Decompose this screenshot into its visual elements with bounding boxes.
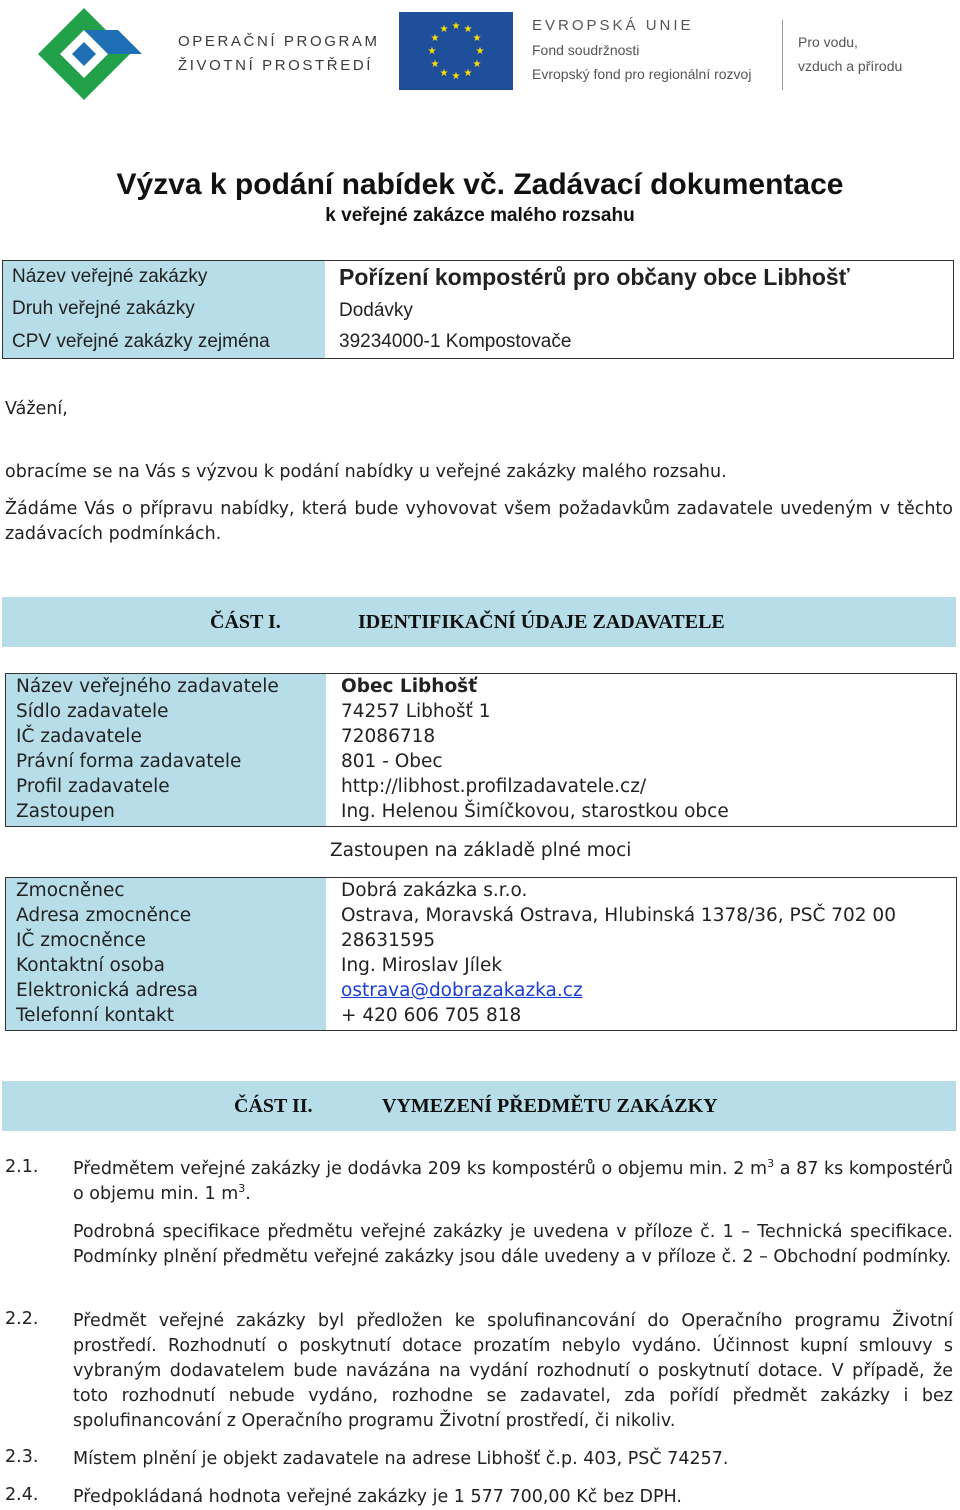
program-name [178, 30, 380, 78]
document-subtitle: k veřejné zakázce malého rozsahu [325, 205, 635, 226]
item-2-1-paragraph-2: Podrobná specifikace předmětu veřejné zakázky je uvedena v příloze č. 1 – Technická specifikace. Podmínky plnění předmětu veřejné zakázky jsou dále uvedeny a v příloze č. 2 – Obchodní podmínky. [73, 1222, 953, 1267]
authority-representative-label: Zastoupen [16, 801, 115, 822]
authority-table [5, 673, 957, 827]
item-2-2-number: 2.2. [5, 1309, 39, 1329]
mandate-note: Zastoupen na základě plné moci [330, 840, 632, 861]
agent-id-value: 28631595 [341, 930, 436, 951]
authority-seat-label: Sídlo zadavatele [16, 701, 169, 722]
svg-text:★: ★ [439, 24, 449, 35]
authority-profile-label: Profil zadavatele [16, 776, 170, 797]
eu-line-2: Fond soudržnosti [532, 42, 640, 58]
item-2-1-text [73, 1157, 953, 1207]
agent-phone-label: Telefonní kontakt [16, 1005, 175, 1026]
authority-profile-value[interactable]: http://libhost.profilzadavatele.cz/ [341, 776, 647, 797]
agent-address-label: Adresa zmocněnce [16, 905, 192, 926]
contract-name-label: Název veřejné zakázky [12, 266, 208, 287]
authority-legal-form-label: Právní forma zadavatele [16, 751, 242, 772]
authority-id-label: IČ zadavatele [16, 726, 142, 747]
eu-line-3: Evropský fond pro regionální rozvoj [532, 66, 752, 82]
contract-type-value: Dodávky [339, 300, 413, 321]
agent-phone-value: + 420 606 705 818 [341, 1005, 522, 1026]
contract-type-label: Druh veřejné zakázky [12, 298, 195, 319]
opzp-logo [38, 8, 158, 100]
authority-seat-value: 74257 Libhošť 1 [341, 701, 491, 722]
svg-text:★: ★ [463, 68, 473, 79]
item-2-1-sup-1: 3 [767, 1157, 775, 1171]
svg-text:★: ★ [439, 68, 449, 79]
svg-text:★: ★ [472, 33, 482, 44]
svg-text:★: ★ [451, 71, 461, 82]
item-2-3-number: 2.3. [5, 1447, 39, 1467]
part-1-number: ČÁST I. [210, 611, 281, 633]
cpv-label: CPV veřejné zakázky zejména [12, 331, 270, 352]
slogan [798, 30, 902, 78]
item-2-1-part-b: a 87 ks kompostérů o objemu min. 1 m [73, 1159, 953, 1204]
authority-representative-value: Ing. Helenou Šimíčkovou, starostkou obce [341, 801, 729, 822]
svg-text:★: ★ [451, 21, 461, 32]
intro-paragraph-2: Žádáme Vás o přípravu nabídky, která bude vyhovovat všem požadavkům zadavatele uvedeným v těchto zadávacích podmínkách. [5, 499, 953, 544]
agent-contact-label: Kontaktní osoba [16, 955, 165, 976]
svg-text:★: ★ [472, 59, 482, 70]
part-1-title: IDENTIFIKAČNÍ ÚDAJE ZADAVATELE [358, 611, 725, 633]
agent-email-link[interactable]: ostrava@dobrazakazka.cz [341, 980, 583, 1001]
item-2-4-text: Předpokládaná hodnota veřejné zakázky je 1 577 700,00 Kč bez DPH. [73, 1487, 682, 1507]
eu-line-1: EVROPSKÁ UNIE [532, 17, 694, 34]
item-2-1-part-c: . [245, 1184, 251, 1204]
eu-text-block [532, 14, 751, 86]
greeting: Vážení, [5, 399, 68, 419]
agent-name-value: Dobrá zakázka s.r.o. [341, 880, 528, 901]
item-2-4-number: 2.4. [5, 1485, 39, 1505]
authority-id-value: 72086718 [341, 726, 436, 747]
contract-name-value: Pořízení kompostérů pro občany obce Libhošť [339, 264, 850, 290]
part-2-title: VYMEZENÍ PŘEDMĚTU ZAKÁZKY [382, 1095, 718, 1117]
svg-text:★: ★ [463, 24, 473, 35]
svg-text:★: ★ [427, 46, 437, 57]
item-2-1-part-a: Předmětem veřejné zakázky je dodávka 209 ks kompostérů o objemu min. 2 m [73, 1159, 768, 1179]
authority-name-value: Obec Libhošť [341, 676, 478, 697]
authority-name-label: Název veřejného zadavatele [16, 676, 279, 697]
item-2-2-text: Předmět veřejné zakázky byl předložen ke spolufinancování do Operačního programu Životní prostředí. Rozhodnutí o poskytnutí dotace prozatím nebylo vydáno. Účinnost kupní smlouvy s vybraným dodavatelem bude navázána na vydání rozhodnutí o poskytnutí dotace. V případě, že toto rozhodnutí nebude vydáno, rozhodne se zadavatel, zda pořídí předmět zakázky i bez spolufinancování z Operačního programu Životní prostředí, či nikoliv. [73, 1311, 953, 1431]
agent-contact-value: Ing. Miroslav Jílek [341, 955, 503, 976]
agent-name-label: Zmocněnec [16, 880, 125, 901]
part-2-header [2, 1081, 956, 1131]
slogan-line-1: Pro vodu, [798, 34, 858, 50]
authority-legal-form-value: 801 - Obec [341, 751, 443, 772]
header-divider [782, 20, 783, 90]
agent-address-value: Ostrava, Moravská Ostrava, Hlubinská 1378/36, PSČ 702 00 [341, 905, 896, 926]
contract-info-table [2, 260, 954, 359]
svg-text:★: ★ [475, 46, 485, 57]
agent-id-label: IČ zmocněnce [16, 930, 146, 951]
program-line-1: OPERAČNÍ PROGRAM [178, 33, 380, 50]
item-2-1-number: 2.1. [5, 1157, 39, 1177]
item-2-1-sup-2: 3 [238, 1182, 246, 1196]
eu-flag-logo [399, 12, 513, 90]
cpv-value: 39234000-1 Kompostovače [339, 331, 572, 352]
svg-text:★: ★ [430, 33, 440, 44]
slogan-line-2: vzduch a přírodu [798, 58, 903, 74]
program-line-2: ŽIVOTNÍ PROSTŘEDÍ [178, 57, 374, 74]
part-2-number: ČÁST II. [234, 1095, 313, 1117]
svg-text:★: ★ [430, 59, 440, 70]
intro-paragraph-1: obracíme se na Vás s výzvou k podání nabídky u veřejné zakázky malého rozsahu. [5, 462, 727, 482]
item-2-3-text: Místem plnění je objekt zadavatele na adrese Libhošť č.p. 403, PSČ 74257. [73, 1449, 729, 1469]
agent-email-label: Elektronická adresa [16, 980, 198, 1001]
document-title: Výzva k podání nabídek vč. Zadávací dokumentace [116, 168, 844, 201]
agent-table [5, 877, 957, 1031]
part-1-header [2, 597, 956, 647]
